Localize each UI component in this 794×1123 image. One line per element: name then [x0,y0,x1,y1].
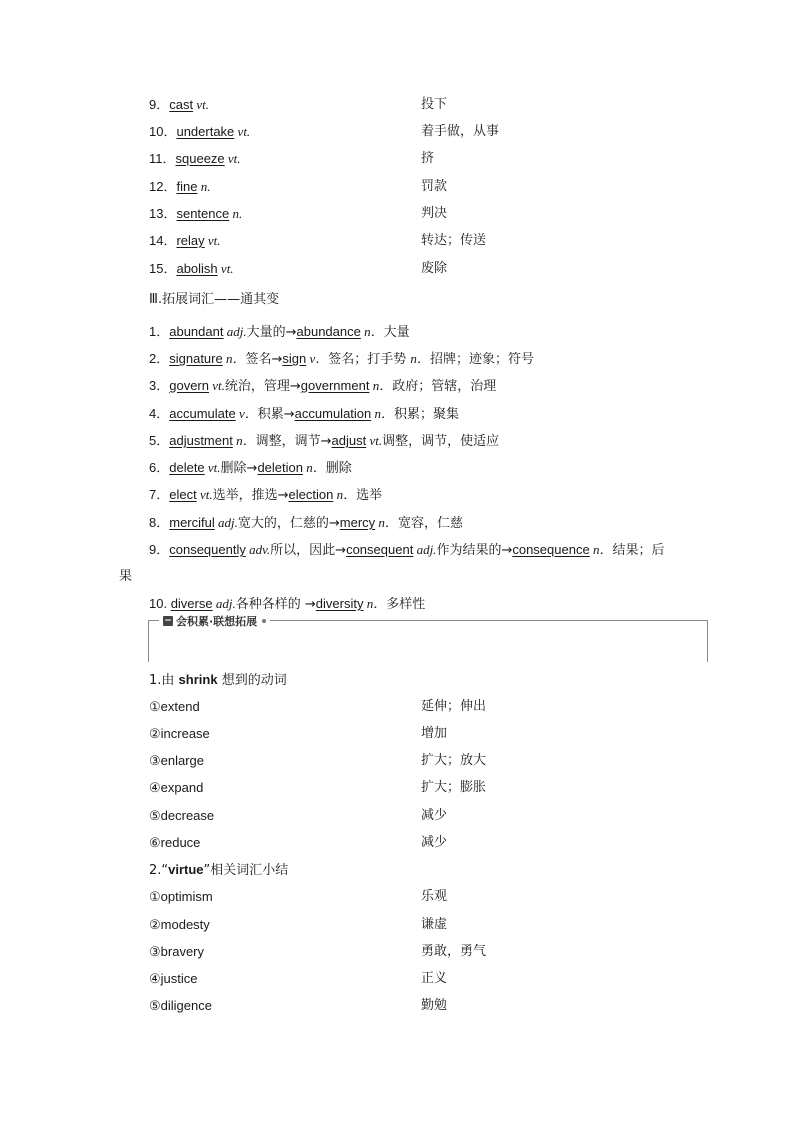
group-title-suffix: 想到的动词 [217,673,287,688]
derivation-word: consequence [512,542,590,557]
word-meaning: 谦虚 [421,917,448,932]
derivation-word: diversity [315,596,364,611]
vocab-word: squeeze [175,151,225,166]
derivation-word: merciful [169,515,215,530]
derivation-item [149,514,463,533]
minus-box-icon: − [164,616,172,626]
part-of-speech: n． [369,378,393,393]
vocab-word: undertake [176,124,235,139]
derivation-meaning: 宽大的，仁慈的→ [237,516,340,531]
vocab-pos: vt. [234,124,251,139]
group-title-prefix: 2.“ [149,863,169,878]
part-of-speech: vt. [208,378,225,393]
derivation-number: 6． [149,460,170,475]
derivation-number: 2． [149,351,170,366]
derivation-word: sign [282,351,307,366]
word-item: ④justice [149,971,198,986]
part-of-speech: vt. [196,487,213,502]
derivation-meaning: 政府；管辖，治理 [392,379,497,394]
vocab-meaning: 转达；传送 [421,233,487,248]
vocab-item [149,232,221,250]
derivation-number: 4． [149,406,170,421]
part-of-speech: n． [589,542,613,557]
vocab-item [149,150,241,168]
derivation-word: diverse [170,596,213,611]
derivation-meaning: 删除→ [220,461,258,476]
derivation-meaning: 调整，调节，使适应 [382,434,500,449]
group-title [149,861,288,880]
vocab-item [149,123,250,141]
derivation-number: 3． [149,378,170,393]
derivation-word: government [300,378,370,393]
word-meaning: 扩大；膨胀 [421,780,487,795]
word-item: ①optimism [149,889,213,904]
part-of-speech: vt. [366,433,383,448]
part-of-speech: n． [303,460,326,475]
part-of-speech: v． [306,351,329,366]
derivation-meaning: 选举，推选→ [212,488,289,503]
derivation-word: election [288,487,334,502]
vocab-number: 13． [149,206,177,221]
part-of-speech: n． [410,351,430,366]
derivation-meaning: 大量的→ [246,325,297,340]
vocab-meaning: 投下 [421,97,448,112]
derivation-word: delete [169,460,205,475]
derivation-item [149,405,459,424]
group-title-keyword: virtue [168,862,204,877]
group-title-prefix: 1.由 [149,673,179,688]
vocab-meaning: 判决 [421,206,448,221]
vocab-number: 11． [149,151,176,166]
derivation-meaning: 删除 [325,461,352,476]
derivation-item [149,377,496,396]
part-of-speech: v． [235,406,258,421]
derivation-meaning: 选举 [356,488,383,503]
word-item: ⑤diligence [149,998,212,1013]
word-item: ②increase [149,726,210,741]
derivation-number: 9． [149,542,170,557]
vocab-meaning: 着手做，从事 [421,124,500,139]
part-of-speech: n． [222,351,246,366]
vocab-number: 10． [149,124,177,139]
group-title-keyword: shrink [178,672,218,687]
section-title: Ⅲ.拓展词汇——通其变 [149,292,280,307]
derivation-number: 1． [149,324,170,339]
derivation-meaning: 签名；打手势 [328,352,411,367]
part-of-speech: n． [363,596,387,611]
part-of-speech: n． [333,487,357,502]
derivation-meaning: 招牌；迹象；符号 [429,352,534,367]
derivation-word: signature [169,351,223,366]
word-meaning: 勤勉 [421,998,448,1013]
derivation-word: adjustment [169,433,233,448]
derivation-item [149,350,534,369]
derivation-meaning: 宽容，仁慈 [397,516,463,531]
derivation-word: mercy [339,515,376,530]
derivation-word: elect [169,487,197,502]
word-meaning: 正义 [421,971,448,986]
derivation-word: consequent [346,542,414,557]
vocab-word: fine [176,179,198,194]
vocab-word: abolish [176,261,218,276]
vocab-pos: vt. [204,233,221,248]
vocab-word: relay [176,233,205,248]
vocab-number: 12． [149,179,177,194]
word-item: ②modesty [149,917,210,932]
part-of-speech: vt. [204,460,221,475]
derivation-meaning: 调整，调节→ [255,434,332,449]
vocab-pos: vt. [217,261,234,276]
derivation-number: 8． [149,515,170,530]
word-meaning: 勇敢，勇气 [421,944,487,959]
tip-box [148,615,708,662]
part-of-speech: adj. [223,324,247,339]
derivation-meaning: 作为结果的→ [436,543,513,558]
derivation-meaning: 各种各样的 → [235,597,316,612]
vocab-item [149,178,210,196]
tip-box-label: 会积累·联想拓展 [176,615,258,628]
vocab-item [149,260,234,278]
derivation-item [149,541,664,560]
vocab-number: 14． [149,233,177,248]
derivation-item [149,459,352,478]
word-meaning: 延伸；伸出 [421,699,487,714]
word-meaning: 减少 [421,808,448,823]
derivation-meaning: 积累；聚集 [394,407,460,422]
derivation-word: adjust [331,433,367,448]
derivation-word: abundance [296,324,361,339]
tip-box-title [159,613,270,629]
word-meaning: 增加 [421,726,448,741]
word-item: ④expand [149,780,204,795]
vocab-pos: n. [197,179,211,194]
vocab-pos: vt. [193,97,209,112]
vocab-item [149,205,242,223]
part-of-speech: adj. [214,515,238,530]
derivation-meaning: 所以，因此→ [270,543,347,558]
derivation-word: accumulation [294,406,372,421]
derivation-word: consequently [169,542,246,557]
derivation-wrap-text: 果 [119,569,133,584]
vocab-number: 15． [149,261,177,276]
derivation-item [149,486,382,505]
vocab-pos: vt. [224,151,241,166]
part-of-speech: adv. [245,542,271,557]
part-of-speech: n． [360,324,384,339]
derivation-word: accumulate [169,406,236,421]
word-item: ⑤decrease [149,808,215,823]
group-title-suffix: ”相关词汇小结 [203,863,289,878]
derivation-number: 10. [149,596,171,611]
part-of-speech: n． [371,406,395,421]
vocab-word: cast [169,97,194,112]
derivation-meaning: 结果；后 [612,543,665,558]
derivation-meaning: 签名→ [245,352,283,367]
group-title [149,671,287,690]
word-meaning: 减少 [421,835,448,850]
word-item: ⑥reduce [149,835,201,850]
word-item: ③enlarge [149,753,205,768]
part-of-speech: n． [232,433,256,448]
derivation-meaning: 多样性 [386,597,426,612]
derivation-number: 7． [149,487,170,502]
derivation-meaning: 统治，管理→ [224,379,301,394]
derivation-word: deletion [257,460,303,475]
derivation-item [149,323,410,342]
derivation-item [149,432,499,451]
derivation-meaning: 大量 [383,325,410,340]
vocab-meaning: 罚款 [421,179,448,194]
word-item: ③bravery [149,944,205,959]
word-item: ①extend [149,699,200,714]
word-meaning: 扩大；放大 [421,753,487,768]
derivation-meaning: 积累→ [257,407,295,422]
part-of-speech: adj. [413,542,437,557]
derivation-word: abundant [169,324,224,339]
vocab-meaning: 废除 [421,261,448,276]
derivation-word: govern [169,378,209,393]
vocab-word: sentence [176,206,230,221]
derivation-number: 5． [149,433,170,448]
vocab-number: 9． [149,97,170,112]
vocab-pos: n. [229,206,243,221]
vocab-meaning: 挤 [421,151,435,166]
vocab-item [149,96,209,114]
dot-icon [262,619,266,623]
part-of-speech: n． [375,515,398,530]
part-of-speech: adj. [212,596,236,611]
word-meaning: 乐观 [421,889,448,904]
derivation-item [149,595,425,614]
